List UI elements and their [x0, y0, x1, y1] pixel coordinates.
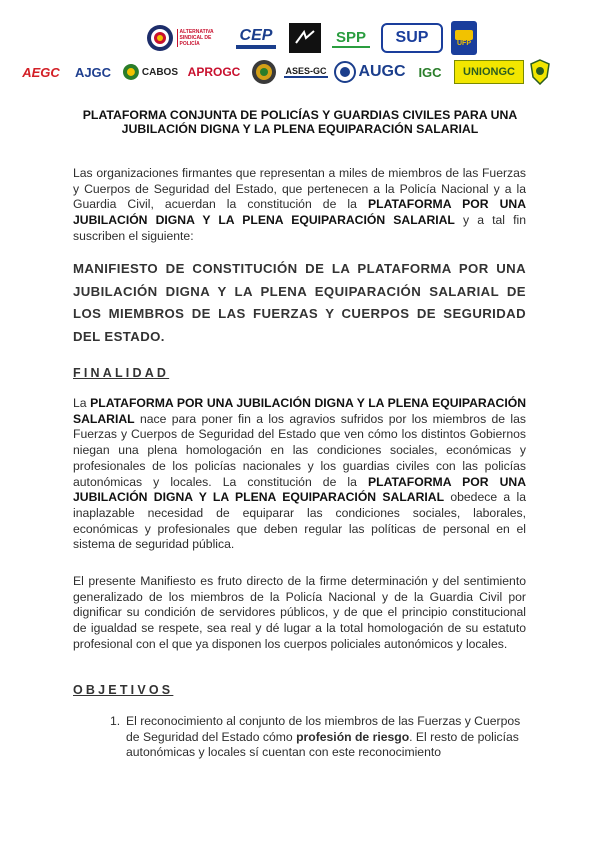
cabos-logo-text: CABOS	[141, 66, 178, 78]
manifesto-heading: MANIFIESTO DE CONSTITUCIÓN DE LA PLATAFORMA POR UNA JUBILACIÓN DIGNA Y LA PLENA EQUIPARACIÓN SALARIAL DE LOS MIEMBROS DE LAS FUERZAS Y CUERPOS DE SEGURIDAD DEL ESTADO.	[73, 261, 526, 344]
cabos-emblem-icon	[122, 63, 140, 81]
finalidad-heading: FINALIDAD	[73, 366, 170, 380]
ufp-logo	[451, 21, 477, 55]
cep-logo	[231, 21, 281, 55]
spp-logo-text: SPP	[335, 28, 366, 46]
ajgc-logo	[67, 60, 119, 84]
objetivos-heading: OBJETIVOS	[73, 683, 174, 697]
aprogc-logo	[181, 60, 247, 84]
objetivo-item-text: El reconocimiento al conjunto de los miembros de las Fuerzas y Cuerpos de Seguridad del Estado cómo profesión de riesgo. El resto de policías autonómicas y locales sí cuentan con este reconocimiento	[126, 714, 521, 760]
ufp-logo-text: UFP	[457, 39, 471, 47]
document-title-line-1: PLATAFORMA CONJUNTA DE POLICÍAS Y GUARDIAS CIVILES PARA UNA	[82, 108, 518, 122]
cep-logo-text: CEP	[239, 27, 273, 44]
objetivo-item-emphasis: profesión de riesgo	[296, 729, 410, 744]
finalidad-platform-name-1: PLATAFORMA POR UNA JUBILACIÓN DIGNA Y LA PLENA EQUIPARACIÓN SALARIAL	[73, 396, 526, 426]
sup-logo-text: SUP	[395, 29, 429, 46]
intro-platform-name: PLATAFORMA POR UNA JUBILACIÓN DIGNA Y LA PLENA EQUIPARACIÓN SALARIAL	[73, 197, 526, 228]
intro-paragraph	[73, 166, 526, 245]
uniongc-logo-text: UNIONGC	[463, 66, 515, 78]
finalidad-paragraph-1: La PLATAFORMA POR UNA JUBILACIÓN DIGNA Y LA PLENA EQUIPARACIÓN SALARIAL nace para poner fin a los agravios sufridos por los miembros de las Fuerzas y Cuerpos de Seguridad del Estado que ven cómo los distintos Gobiernos niegan una plena homologación en las condiciones sociales, económicas y profesionales de los policías nacionales y los guardias civiles con las policías autonómicas y locales. La constitución de la PLATAFORMA POR UNA JUBILACIÓN DIGNA Y LA PLENA EQUIPARACIÓN SALARIAL obedece a la inaplazable necesidad de equiparar las condiciones sociales, laborales, económicas y profesionales que deben regular las políticas de personal en el sistema de seguridad pública.	[73, 396, 527, 552]
crest-logo	[527, 58, 553, 86]
finalidad-paragraph-2: El presente Manifiesto es fruto directo de la firme determinación y del sentimiento generalizado de los miembros de la Policía Nacional y de la Guardia Civil por dignificar su condición de servidores públicos, y de que el principio constitucional de igualdad se respete, sea real y dé lugar a la total homologación de su estatuto profesional con el que ya disponen los cuerpos policiales autonómicos y locales.	[73, 574, 526, 651]
ajgc-logo-text: AJGC	[74, 64, 112, 80]
logos-row-bottom	[0, 56, 600, 88]
aegc-logo	[18, 60, 64, 84]
finalidad-platform-name-2: PLATAFORMA POR UNA JUBILACIÓN DIGNA Y LA PLENA EQUIPARACIÓN SALARIAL	[73, 474, 526, 505]
aegc-logo-text: AEGC	[22, 64, 60, 80]
alternativa-sindical-text: ALTERNATIVA SINDICAL DE POLICÍA	[177, 29, 221, 47]
spp-logo	[329, 23, 373, 53]
seal-emblem	[250, 58, 278, 86]
igc-logo-text: IGC	[418, 64, 442, 80]
sup-logo	[381, 23, 443, 53]
crest-icon	[529, 59, 551, 85]
document-title-line-2: JUBILACIÓN DIGNA Y LA PLENA EQUIPARACIÓN SALARIAL	[121, 122, 479, 136]
jupol-logo	[289, 23, 321, 53]
intro-text-2: y a tal fin suscriben el siguiente:	[73, 213, 527, 243]
ases-gc-logo	[281, 59, 331, 85]
uniongc-logo	[454, 60, 524, 84]
cabos-logo	[122, 59, 178, 85]
augc-logo	[334, 59, 406, 85]
objetivo-item-number: 1.	[110, 714, 121, 728]
document-title	[60, 108, 540, 136]
augc-logo-text: AUGC	[358, 63, 406, 80]
igc-logo	[409, 60, 451, 84]
augc-emblem-icon	[334, 61, 356, 83]
ases-gc-logo-text: ASES-GC	[285, 66, 327, 76]
aprogc-logo-text: APROGC	[187, 65, 241, 79]
logos-row-top	[0, 18, 600, 58]
alternativa-sindical-logo	[143, 21, 223, 55]
intro-text-1: Las organizaciones firmantes que representan a miles de miembros de las Fuerzas y Cuerpos de Seguridad del Estado, que pertenecen a la Policía Nacional y a la Guardia Civil, acuerdan la constitución de la	[73, 166, 526, 212]
alternativa-sindical-emblem	[146, 24, 174, 52]
seal-emblem-icon	[251, 59, 277, 85]
